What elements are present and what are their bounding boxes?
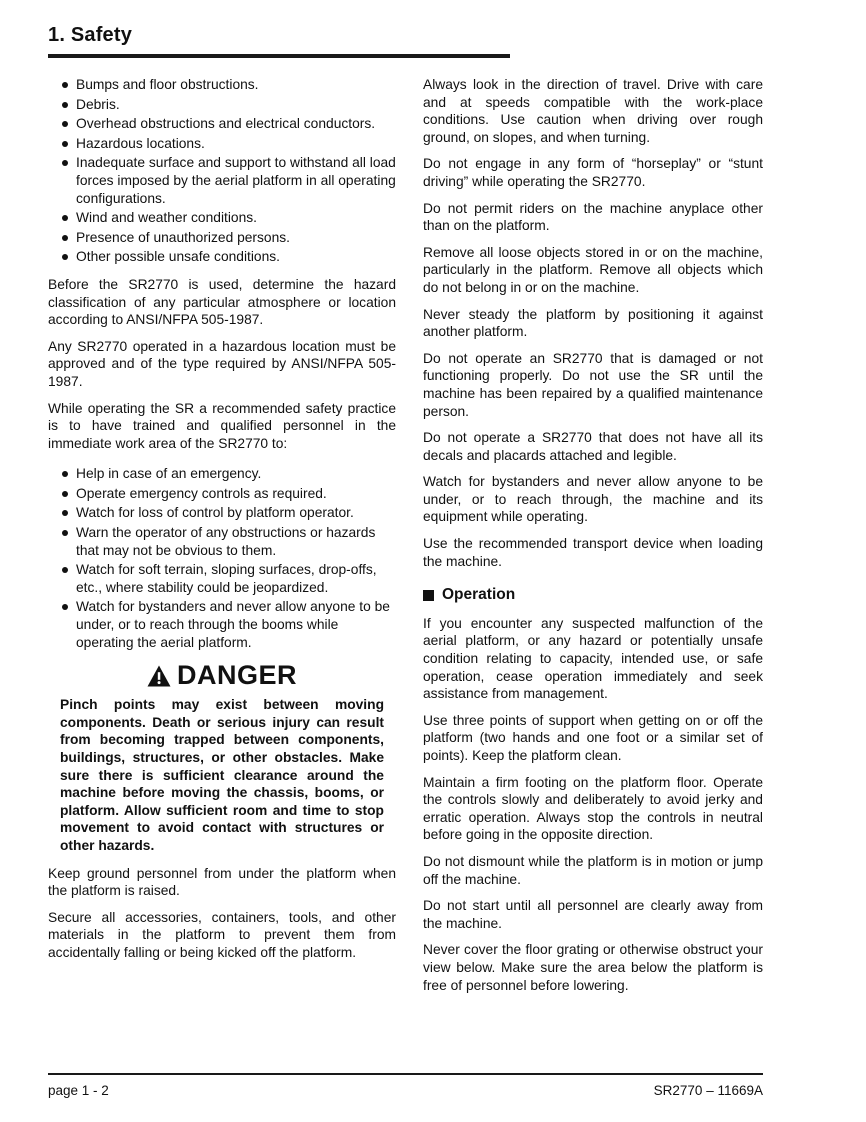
paragraph: Watch for bystanders and never allow anyone to be under, or to reach through, the machine and its equipment while operating. <box>423 474 763 525</box>
bullet-icon <box>62 491 68 497</box>
paragraph: While operating the SR a recommended safety practice is to have trained and qualified personnel in the immediate work area of the SR2770 to: <box>48 400 396 451</box>
list-item-text: Bumps and floor obstructions. <box>76 77 259 92</box>
list-item <box>48 524 396 559</box>
bullet-icon <box>62 604 68 610</box>
list-item-text: Watch for bystanders and never allow anyone to be under, or to reach through the booms while operating the aerial platform. <box>76 599 390 650</box>
title-rule <box>48 54 510 58</box>
list-item <box>48 248 396 266</box>
list-item-text: Other possible unsafe conditions. <box>76 249 281 265</box>
two-column-body <box>48 76 818 1003</box>
hazard-bullet-list <box>48 76 396 266</box>
list-item <box>48 504 396 522</box>
bullet-icon <box>62 215 68 221</box>
danger-heading <box>48 660 396 691</box>
bullet-icon <box>62 121 68 127</box>
list-item-text: Watch for loss of control by platform operator. <box>76 505 354 521</box>
list-item-text: Debris. <box>76 96 120 112</box>
footer-rule <box>48 1073 763 1075</box>
list-item-text: Wind and weather conditions. <box>76 210 257 226</box>
paragraph: Keep ground personnel from under the platform when the platform is raised. <box>48 865 396 899</box>
list-item <box>48 115 396 133</box>
list-item-text: Hazardous locations. <box>76 135 205 151</box>
list-item <box>48 76 396 94</box>
paragraph: Remove all loose objects stored in or on the machine, particularly in the platform. Remove all objects which do not belong in or on the machine. <box>423 244 763 295</box>
paragraph: Maintain a firm footing on the platform floor. Operate the controls slowly and deliberately to avoid jerky and erratic operation. Always stop the controls in neutral before going in the opposite direction. <box>423 774 763 843</box>
list-item <box>48 209 396 227</box>
list-item-text: Warn the operator of any obstructions or hazards that may not be obvious to them. <box>76 525 376 558</box>
left-column <box>48 76 396 1003</box>
paragraph: Do not engage in any form of “horseplay” or “stunt driving” while operating the SR2770. <box>423 156 763 189</box>
list-item <box>48 465 396 483</box>
bullet-icon <box>62 510 68 516</box>
bullet-icon <box>62 235 68 241</box>
paragraph: Never cover the floor grating or otherwise obstruct your view below. Make sure the area below the platform is free of personnel before lowering. <box>423 942 763 993</box>
paragraph: Any SR2770 operated in a hazardous location must be approved and of the type required by ANSI/NFPA 505-1987. <box>48 338 396 389</box>
page-title: 1. Safety <box>48 24 133 46</box>
paragraph: Use three points of support when getting on or off the platform (two hands and one foot or a similar set of points). Keep the platform clean. <box>423 712 763 763</box>
list-item-text: Watch for soft terrain, sloping surfaces, drop-offs, etc., where stability could be jeopardized. <box>76 562 377 595</box>
paragraph: Never steady the platform by positioning it against another platform. <box>423 306 763 340</box>
list-item-text: Overhead obstructions and electrical conductors. <box>76 116 376 132</box>
list-item-text: Presence of unauthorized persons. <box>76 229 290 245</box>
paragraph: Do not dismount while the platform is in motion or jump off the machine. <box>423 853 763 887</box>
bullet-icon <box>62 141 68 147</box>
danger-block <box>48 660 396 854</box>
bullet-icon <box>62 471 68 477</box>
paragraph: Do not operate a SR2770 that does not have all its decals and placards attached and legible. <box>423 430 763 463</box>
paragraph: Do not operate an SR2770 that is damaged or not functioning properly. Do not use the SR until the machine has been repaired by a qualified maintenance person. <box>423 350 763 419</box>
footer-doc-number: SR2770 – 11669A <box>653 1083 763 1098</box>
list-item-text: Help in case of an emergency. <box>76 466 262 482</box>
bullet-icon <box>62 160 68 166</box>
list-item-text: Operate emergency controls as required. <box>76 485 327 501</box>
bullet-icon <box>62 82 68 88</box>
operation-section-heading <box>423 586 763 604</box>
bullet-icon <box>62 530 68 536</box>
page-footer <box>48 1073 763 1098</box>
warning-triangle-icon <box>147 665 171 687</box>
paragraph: If you encounter any suspected malfunction of the aerial platform, or any hazard or potentially unsafe condition relating to capacity, intended use, or safe operation, cease operation immediately and seek assistance from management. <box>423 615 763 702</box>
paragraph: Before the SR2770 is used, determine the hazard classification of any particular atmosphere or location according to ANSI/NFPA 505-1987. <box>48 276 396 328</box>
operation-heading-label: Operation <box>442 586 516 604</box>
paragraph: Do not start until all personnel are clearly away from the machine. <box>423 898 763 931</box>
square-bullet-icon <box>423 590 434 601</box>
danger-body-text: Pinch points may exist between moving components. Death or serious injury can result from becoming trapped between components, buildings, structures, or other obstacles. Make sure there is sufficient clearance around the machine before moving the chassis, booms, or platform. Allow sufficient room and time to stop movement to avoid contact with structures or other hazards. <box>60 697 384 853</box>
list-item <box>48 135 396 153</box>
list-item <box>48 96 396 114</box>
list-item <box>48 485 396 503</box>
list-item-text: Inadequate surface and support to withstand all load forces imposed by the aerial platform in all operating configurations. <box>76 155 396 206</box>
paragraph: Secure all accessories, containers, tools, and other materials in the platform to prevent them from accidentally falling or being kicked off the platform. <box>48 909 396 960</box>
list-item <box>48 154 396 207</box>
list-item <box>48 598 396 651</box>
list-item <box>48 561 396 596</box>
bullet-icon <box>62 567 68 573</box>
paragraph: Use the recommended transport device when loading the machine. <box>423 536 763 569</box>
personnel-bullet-list <box>48 465 396 651</box>
paragraph: Always look in the direction of travel. Drive with care and at speeds compatible with the work-place conditions. Use caution when driving over rough ground, on slopes, and when turning. <box>423 77 763 145</box>
list-item <box>48 229 396 247</box>
paragraph: Do not permit riders on the machine anyplace other than on the platform. <box>423 200 763 234</box>
right-column <box>423 76 763 1003</box>
bullet-icon <box>62 102 68 108</box>
bullet-icon <box>62 254 68 260</box>
footer-page-number: page 1 - 2 <box>48 1083 109 1098</box>
danger-label: DANGER <box>176 660 297 691</box>
